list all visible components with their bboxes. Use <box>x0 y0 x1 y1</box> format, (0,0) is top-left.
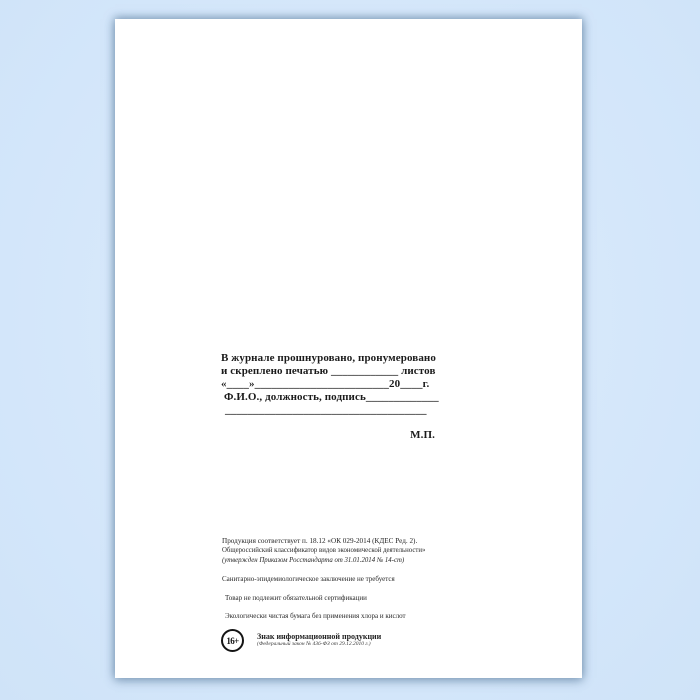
classifier-line-1: Продукция соответствует п. 18.12 «ОК 029-2014 (КДЕС Ред. 2). <box>222 537 418 545</box>
product-classifier-note <box>222 536 425 566</box>
seal-certification-block <box>221 352 437 442</box>
information-product-sign <box>221 628 381 652</box>
seal-line-4: Ф.И.О., должность, подпись_____________ <box>224 391 439 403</box>
classifier-line-2: Общероссийский классификатор видов экономической деятельности» <box>222 547 426 554</box>
certification-note: Товар не подлежит обязательной сертификации <box>225 594 367 602</box>
seal-line-1: В журнале прошнуровано, пронумеровано <box>221 352 436 364</box>
signature-blank-line: ____________________________________ <box>225 404 427 416</box>
age-rating-16plus-icon: 16+ <box>221 629 244 652</box>
info-sign-title: Знак информационной продукции <box>257 632 382 641</box>
info-sign-law-reference: (Федеральный закон № 436-ФЗ от 29.12.2010 г.) <box>257 641 371 647</box>
seal-line-3: «____»________________________20____г. <box>221 378 430 390</box>
classifier-line-3: (утвержден Приказом Росстандарта от 31.01.2014 № 14-ст) <box>222 557 405 564</box>
sanitary-note: Санитарно-эпидемиологическое заключение не требуется <box>222 575 395 583</box>
seal-line-2: и скреплено печатью ____________ листов <box>221 365 436 377</box>
journal-back-page <box>115 19 582 678</box>
stamp-place-abbr: М.П. <box>410 429 435 441</box>
info-sign-text <box>257 628 381 648</box>
eco-paper-note: Экологически чистая бумага без применения хлора и кислот <box>225 612 406 620</box>
